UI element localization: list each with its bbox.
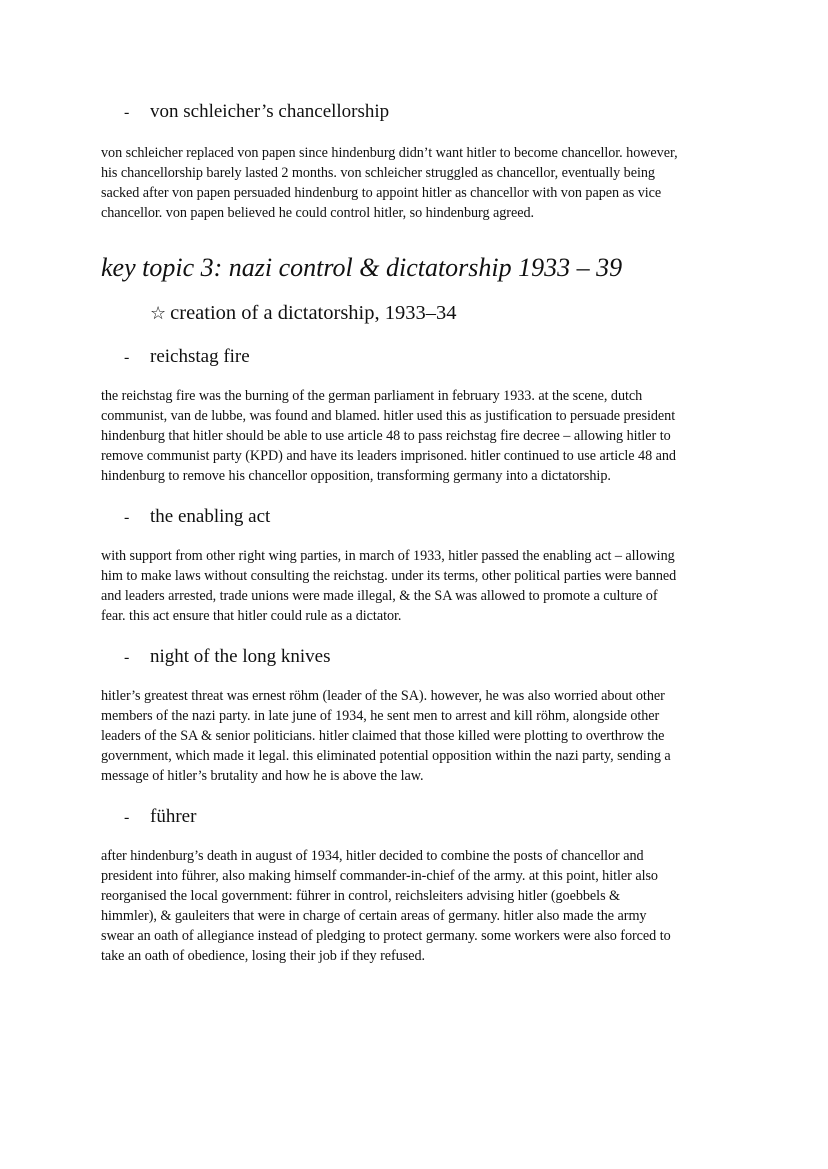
text-line: message of hitler’s brutality and how he is above the law. bbox=[101, 768, 424, 785]
text-line: hindenburg that hitler should be able to use article 48 to pass reichstag fire decree – allowing hitler to bbox=[101, 428, 671, 445]
heading-text: führer bbox=[150, 806, 197, 827]
text-line: him to make laws without consulting the reichstag. under its terms, other political parties were banned bbox=[101, 568, 677, 585]
text-line: himmler), & gauleiters that were in charge of certain areas of germany. hitler also made the army bbox=[101, 908, 647, 925]
heading-text: the enabling act bbox=[150, 506, 271, 527]
text-line: and leaders arrested, trade unions were made illegal, & the SA was allowed to promote a culture of bbox=[101, 588, 658, 605]
text-line: remove communist party (KPD) and have its leaders imprisoned. hitler continued to use article 48 and bbox=[101, 448, 676, 465]
text-line: after hindenburg’s death in august of 1934, hitler decided to combine the posts of chancellor and bbox=[101, 848, 644, 864]
text-line: fear. this act ensure that hitler could rule as a dictator. bbox=[101, 608, 402, 625]
paragraph-fuhrer bbox=[101, 846, 741, 967]
text-line: members of the nazi party. in late june of 1934, he sent men to arrest and kill röhm, alongside other bbox=[101, 708, 660, 725]
text-line: take an oath of obedience, losing their job if they refused. bbox=[101, 948, 425, 965]
paragraph-long-knives bbox=[101, 686, 741, 786]
key-topic-title: key topic 3: nazi control & dictatorship 1933 – 39 bbox=[101, 253, 623, 282]
heading-text: night of the long knives bbox=[150, 646, 331, 667]
heading-schleicher bbox=[124, 100, 389, 125]
text-line: government, which made it legal. this eliminated potential opposition within the nazi party, sending a bbox=[101, 748, 671, 765]
text-line: swear an oath of allegiance instead of pledging to protect germany. some workers were also forced to bbox=[101, 928, 671, 945]
heading-enabling-act bbox=[124, 505, 270, 530]
bullet-dash: - bbox=[124, 104, 130, 121]
text-line: president into führer, also making himself commander-in-chief of the army. at this point, hitler also bbox=[101, 868, 658, 885]
paragraph-enabling-act bbox=[101, 546, 741, 626]
text-line: reorganised the local government: führer in control, reichsleiters advising hitler (goebbels & bbox=[101, 888, 621, 905]
heading-text: von schleicher’s chancellorship bbox=[150, 101, 390, 122]
paragraph-reichstag-fire bbox=[101, 386, 741, 486]
bullet-dash: - bbox=[124, 649, 130, 666]
heading-long-knives bbox=[124, 645, 330, 670]
subheading-creation bbox=[150, 300, 457, 327]
text-line: the reichstag fire was the burning of the german parliament in february 1933. at the scene, dutch bbox=[101, 388, 643, 404]
paragraph-schleicher bbox=[101, 143, 741, 223]
bullet-dash: - bbox=[124, 349, 130, 366]
bullet-dash: - bbox=[124, 809, 130, 826]
bullet-dash: - bbox=[124, 509, 130, 526]
text-line: sacked after von papen persuaded hindenburg to appoint hitler as chancellor with von papen as vice bbox=[101, 185, 662, 202]
text-line: leaders of the SA & senior politicians. hitler claimed that those killed were plotting to overthrow the bbox=[101, 728, 665, 745]
heading-reichstag-fire bbox=[124, 345, 250, 370]
text-line: communist, van de lubbe, was found and blamed. hitler used this as justification to persuade president bbox=[101, 408, 676, 425]
text-line: hitler’s greatest threat was ernest röhm (leader of the SA). however, he was also worried about other bbox=[101, 688, 665, 704]
star-icon: ☆ bbox=[150, 303, 167, 324]
text-line: hindenburg to remove his chancellor opposition, transforming germany into a dictatorship. bbox=[101, 468, 611, 485]
text-line: chancellor. von papen believed he could control hitler, so hindenburg agreed. bbox=[101, 205, 535, 222]
subheading-text: creation of a dictatorship, 1933–34 bbox=[170, 302, 457, 324]
heading-text: reichstag fire bbox=[150, 346, 250, 367]
heading-fuhrer bbox=[124, 805, 196, 830]
text-line: his chancellorship barely lasted 2 months. von schleicher struggled as chancellor, eventually being bbox=[101, 165, 655, 182]
text-line: with support from other right wing parties, in march of 1933, hitler passed the enabling act – allowing bbox=[101, 548, 675, 564]
text-line: von schleicher replaced von papen since hindenburg didn’t want hitler to become chancellor. however, bbox=[101, 145, 678, 161]
